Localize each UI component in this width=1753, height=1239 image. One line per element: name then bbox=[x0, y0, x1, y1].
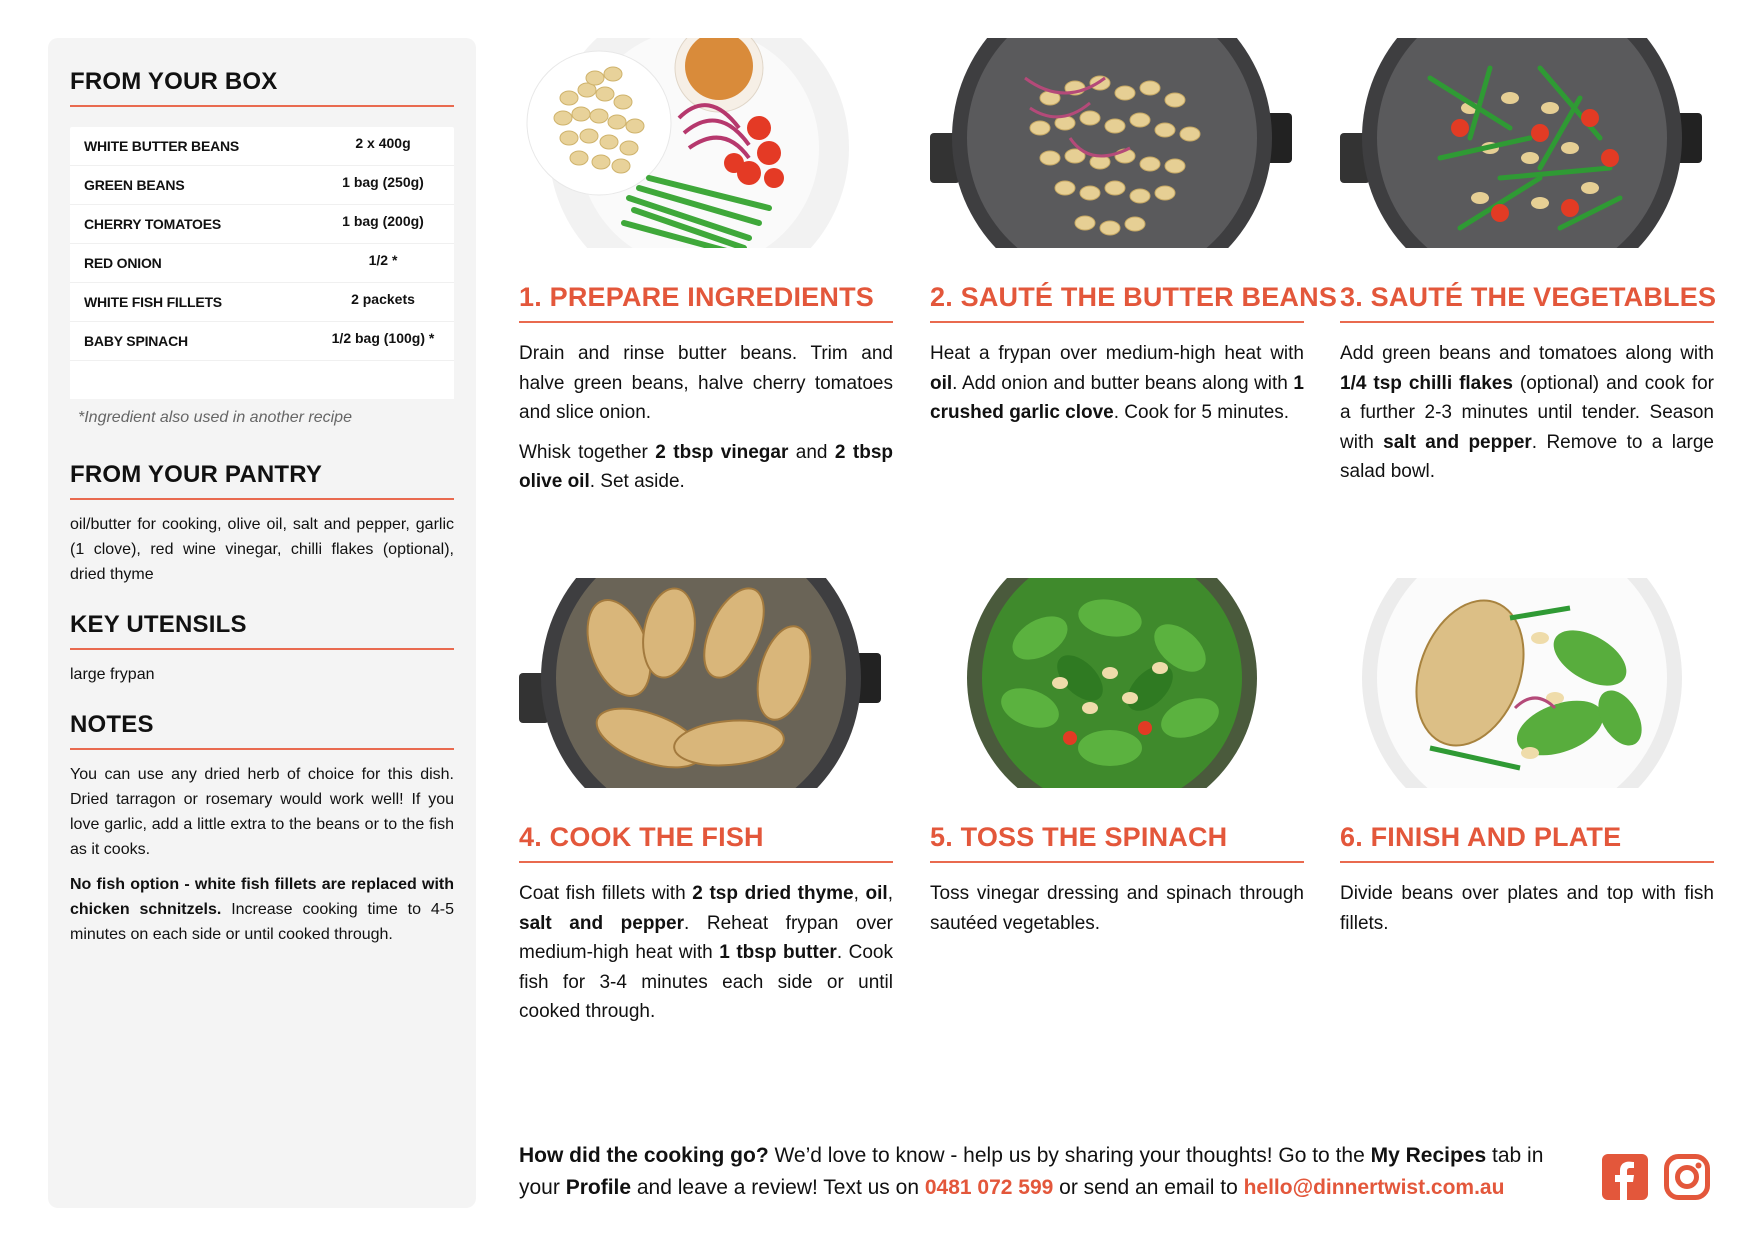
ingredient-footnote: *Ingredient also used in another recipe bbox=[78, 409, 352, 426]
step-text bbox=[930, 879, 1304, 938]
vegetables-pan-image bbox=[1340, 38, 1702, 248]
bold-run: salt and pepper bbox=[1383, 431, 1532, 453]
step-title: 4. COOK THE FISH bbox=[519, 822, 893, 863]
instagram-icon[interactable] bbox=[1664, 1154, 1710, 1205]
step-2-photo bbox=[930, 38, 1292, 248]
utensils-title: KEY UTENSILS bbox=[70, 611, 454, 650]
ingredient-row bbox=[70, 166, 454, 205]
bold-run: oil bbox=[865, 883, 888, 904]
my-recipes-label: My Recipes bbox=[1370, 1144, 1487, 1167]
ingredients-platter-image bbox=[519, 38, 881, 248]
ingredient-qty: 2 packets bbox=[351, 291, 415, 307]
feedback-text-2: tab in your bbox=[519, 1144, 1544, 1199]
text-run: Divide beans over plates and top with fish fillets. bbox=[1340, 883, 1714, 934]
text-run: . Reheat frypan over medium-high heat with bbox=[519, 912, 894, 963]
fish-pan-image bbox=[519, 578, 881, 788]
step-4 bbox=[519, 578, 893, 1037]
text-run: Heat a frypan over medium-high heat with bbox=[930, 343, 1304, 364]
step-paragraph bbox=[519, 339, 893, 428]
step-6 bbox=[1340, 578, 1714, 948]
step-text bbox=[519, 879, 893, 1027]
ingredient-name: GREEN BEANS bbox=[84, 177, 185, 193]
ingredient-qty: 1/2 bag (100g) * bbox=[331, 330, 435, 346]
utensils-section bbox=[70, 611, 454, 687]
ingredient-row bbox=[70, 283, 454, 322]
phone-link[interactable]: 0481 072 599 bbox=[924, 1176, 1054, 1199]
step-1 bbox=[519, 38, 893, 507]
feedback-text-3: and leave a review! Text us on bbox=[631, 1176, 925, 1199]
bold-run: salt and pepper bbox=[519, 912, 684, 934]
feedback-text: We’d love to know - help us by sharing your thoughts! Go to the bbox=[768, 1144, 1371, 1167]
step-3 bbox=[1340, 38, 1717, 497]
step-title: 2. SAUTÉ THE BUTTER BEANS bbox=[930, 282, 1304, 323]
text-run: . Set aside. bbox=[589, 471, 685, 492]
step-6-photo bbox=[1340, 578, 1702, 788]
step-2 bbox=[930, 38, 1338, 438]
ingredient-name: CHERRY TOMATOES bbox=[84, 216, 222, 232]
step-3-photo bbox=[1340, 38, 1702, 248]
text-run: , bbox=[853, 883, 866, 904]
step-paragraph bbox=[930, 339, 1304, 428]
bold-run: 1 tbsp butter bbox=[719, 942, 837, 963]
spinach-bowl-image bbox=[930, 578, 1292, 788]
step-5 bbox=[930, 578, 1304, 948]
pantry-title: FROM YOUR PANTRY bbox=[70, 461, 454, 500]
text-run: . Add onion and butter beans along with bbox=[952, 372, 1294, 394]
ingredient-row-empty bbox=[70, 361, 454, 399]
notes-paragraph: You can use any dried herb of choice for this dish. Dried tarragon or rosemary would work well! If you love garlic, add a little extra to the beans or to the fish as it cooks. bbox=[70, 766, 454, 858]
ingredient-name: RED ONION bbox=[84, 255, 162, 271]
text-run: . Cook for 5 minutes. bbox=[1113, 402, 1290, 423]
step-text bbox=[930, 339, 1304, 428]
profile-label: Profile bbox=[565, 1176, 632, 1199]
ingredient-name: WHITE BUTTER BEANS bbox=[84, 138, 240, 154]
text-run: and bbox=[788, 441, 835, 463]
step-paragraph bbox=[519, 879, 893, 1027]
ingredient-qty: 1 bag (250g) bbox=[342, 174, 424, 190]
ingredient-row bbox=[70, 205, 454, 244]
step-title: 6. FINISH AND PLATE bbox=[1340, 822, 1714, 863]
text-run: (optional) and cook for a further 2-3 minutes until tender. Season with bbox=[1340, 372, 1714, 453]
step-paragraph bbox=[1340, 879, 1714, 938]
step-paragraph bbox=[1340, 339, 1714, 487]
text-run: , bbox=[887, 883, 893, 904]
text-run: . Cook fish for 3-4 minutes each side or until cooked through. bbox=[519, 942, 893, 1022]
feedback-footer bbox=[519, 1140, 1549, 1204]
bold-run: oil bbox=[930, 372, 953, 394]
notes-title: NOTES bbox=[70, 711, 454, 750]
from-box-title: FROM YOUR BOX bbox=[70, 68, 454, 107]
step-title: 5. TOSS THE SPINACH bbox=[930, 822, 1304, 863]
ingredient-row bbox=[70, 322, 454, 361]
notes-bold: No fish option - white fish fillets are replaced with chicken schnitzels. bbox=[70, 876, 454, 918]
step-5-photo bbox=[930, 578, 1292, 788]
ingredient-name: BABY SPINACH bbox=[84, 333, 188, 349]
step-text bbox=[1340, 879, 1714, 938]
ingredient-name: WHITE FISH FILLETS bbox=[84, 294, 222, 310]
email-link[interactable]: hello@dinnertwist.com.au bbox=[1243, 1176, 1505, 1199]
text-run: Drain and rinse butter beans. Trim and halve green beans, halve cherry tomatoes and slice onion. bbox=[519, 343, 893, 423]
step-title: 1. PREPARE INGREDIENTS bbox=[519, 282, 893, 323]
bold-run: 2 tsp dried thyme bbox=[692, 883, 854, 904]
facebook-icon[interactable] bbox=[1602, 1154, 1648, 1205]
ingredient-qty: 1/2 * bbox=[368, 252, 398, 268]
bold-run: 2 tbsp vinegar bbox=[655, 441, 789, 463]
pantry-section bbox=[70, 461, 454, 587]
text-run: . Remove to a large salad bowl. bbox=[1340, 431, 1714, 482]
ingredient-row bbox=[70, 127, 454, 166]
notes-section bbox=[70, 711, 454, 947]
ingredient-qty: 1 bag (200g) bbox=[342, 213, 424, 229]
ingredients-sidebar bbox=[48, 38, 476, 1208]
step-text bbox=[1340, 339, 1714, 487]
step-1-photo bbox=[519, 38, 881, 248]
notes-paragraph-2 bbox=[70, 872, 454, 947]
butter-beans-pan-image bbox=[930, 38, 1292, 248]
step-text bbox=[519, 339, 893, 497]
notes-rest: Increase cooking time to 4-5 minutes on each side or until cooked through. bbox=[70, 901, 454, 943]
ingredients-table bbox=[70, 127, 454, 399]
bold-run: 1 crushed garlic clove bbox=[930, 372, 1304, 423]
text-run: Whisk together bbox=[519, 441, 656, 463]
feedback-question: How did the cooking go? bbox=[519, 1144, 769, 1167]
step-paragraph bbox=[930, 879, 1304, 938]
step-paragraph bbox=[519, 438, 893, 497]
text-run: Toss vinegar dressing and spinach through sautéed vegetables. bbox=[930, 883, 1304, 934]
bold-run: 2 tbsp olive oil bbox=[519, 441, 893, 492]
plated-dish-image bbox=[1340, 578, 1702, 788]
ingredient-row bbox=[70, 244, 454, 283]
pantry-text: oil/butter for cooking, olive oil, salt and pepper, garlic (1 clove), red wine vinegar, chilli flakes (optional), dried thyme bbox=[70, 516, 454, 583]
ingredient-qty: 2 x 400g bbox=[355, 135, 411, 151]
text-run: Add green beans and tomatoes along with bbox=[1340, 343, 1714, 364]
bold-run: 1/4 tsp chilli flakes bbox=[1340, 372, 1513, 394]
text-run: Coat fish fillets with bbox=[519, 883, 693, 904]
utensils-text: large frypan bbox=[70, 666, 155, 683]
step-title: 3. SAUTÉ THE VEGETABLES bbox=[1340, 282, 1714, 323]
step-4-photo bbox=[519, 578, 881, 788]
feedback-text-4: or send an email to bbox=[1053, 1176, 1244, 1199]
